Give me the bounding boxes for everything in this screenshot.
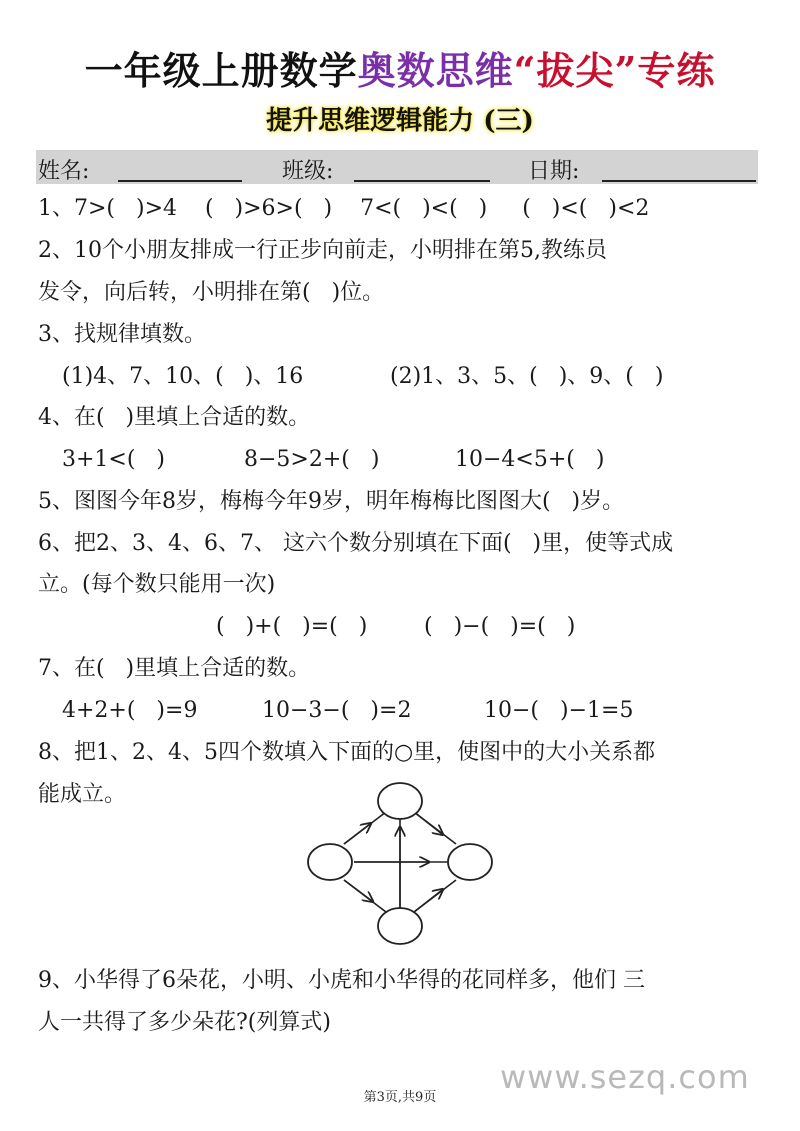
page-number: 第3页,共9页 <box>363 1090 437 1105</box>
title-part-grade: 一年级上册数学 <box>84 48 358 93</box>
watermark: www.sezq.com <box>500 1058 750 1096</box>
question-9-line-1: 9、小华得了6朵花，小明、小虎和小华得的花同样多，他们 三 <box>38 968 645 993</box>
question-8-line-2: 能成立。 <box>38 782 127 807</box>
circle-left[interactable] <box>308 844 352 880</box>
question-7-part-3: 10−( )−1=5 <box>484 698 634 723</box>
circle-right[interactable] <box>448 844 492 880</box>
title-part-olympiad: 奥数思维 <box>357 48 514 93</box>
question-1: 1、7>( )>4 ( )>6>( ) 7<( )<( ) ( )<( )<2 <box>38 196 650 221</box>
circle-top[interactable] <box>378 783 422 819</box>
question-2-line-2: 发令，向后转，小明排在第( )位。 <box>38 280 385 305</box>
question-3-part-1: (1)4、7、10、( )、16 <box>62 364 304 389</box>
date-label: 日期: <box>528 159 580 184</box>
circle-relation-diagram <box>300 780 500 950</box>
question-8-line-1: 8、把1、2、4、5四个数填入下面的○里，使图中的大小关系都 <box>38 740 656 765</box>
name-field[interactable] <box>118 180 242 182</box>
class-field[interactable] <box>354 180 490 182</box>
student-info-bar <box>36 150 758 184</box>
page-subtitle: 提升思维逻辑能力 (三) <box>266 106 534 136</box>
date-field[interactable] <box>602 180 756 182</box>
question-5: 5、图图今年8岁，梅梅今年9岁，明年梅梅比图图大( )岁。 <box>38 489 625 514</box>
question-7-part-1: 4+2+( )=9 <box>62 698 198 723</box>
question-9-line-2: 人一共得了多少朵花?(列算式) <box>38 1010 331 1035</box>
question-7-part-2: 10−3−( )=2 <box>262 698 412 723</box>
question-6-line-2: 立。(每个数只能用一次) <box>38 572 276 597</box>
class-label: 班级: <box>282 159 334 184</box>
question-4-part-1: 3+1<( ) <box>62 447 166 472</box>
question-4: 4、在( )里填上合适的数。 <box>38 405 311 430</box>
question-3-part-2: (2)1、3、5、( )、9、( ) <box>390 364 664 389</box>
title-part-practice: “拔尖”专练 <box>513 48 716 93</box>
question-7: 7、在( )里填上合适的数。 <box>38 656 311 681</box>
name-label: 姓名: <box>38 159 90 184</box>
question-3: 3、找规律填数。 <box>38 322 206 347</box>
question-6-line-1: 6、把2、3、4、6、7、 这六个数分别填在下面( )里，使等式成 <box>38 531 674 556</box>
question-2-line-1: 2、10个小朋友排成一行正步向前走，小明排在第5,教练员 <box>38 238 607 263</box>
question-4-part-2: 8−5>2+( ) <box>244 447 380 472</box>
question-4-part-3: 10−4<5+( ) <box>455 447 605 472</box>
circle-bottom[interactable] <box>378 908 422 944</box>
question-6-equation-2: ( )−( )=( ) <box>424 614 576 639</box>
question-6-equation-1: ( )+( )=( ) <box>216 614 368 639</box>
page-title <box>0 40 800 95</box>
